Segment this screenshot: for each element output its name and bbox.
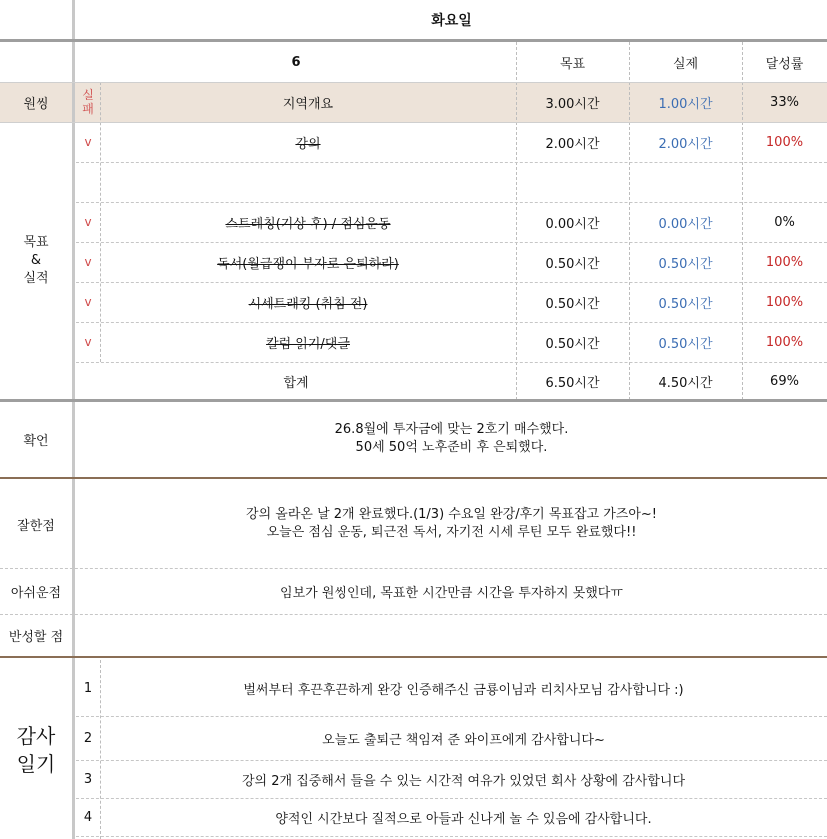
grid-line xyxy=(516,42,517,400)
one-thing-rate: 33% xyxy=(770,94,799,110)
grid-line xyxy=(629,42,630,400)
gratitude-label xyxy=(0,660,72,839)
gratitude-text: 오늘도 출퇴근 책임져 준 와이프에게 감사합니다~ xyxy=(322,732,605,748)
one-thing-label: 원씽 xyxy=(23,96,49,112)
good-line1: 강의 올라온 날 2개 완료했다.(1/3) 수요일 완강/후기 목표잡고 가즈아~! xyxy=(246,507,657,522)
gratitude-num: 1 xyxy=(83,680,93,696)
grid-line xyxy=(76,362,827,363)
goal-task: 칼럼 읽기/댓글 xyxy=(266,336,350,352)
column-number-header: 6 xyxy=(291,54,301,70)
total-rate: 69% xyxy=(770,373,799,389)
goal-goal: 0.00시간 xyxy=(545,216,600,232)
goal-check[interactable]: v xyxy=(84,215,92,229)
goal-rate: 100% xyxy=(765,334,804,350)
grid-line xyxy=(76,836,827,837)
grid-line xyxy=(100,660,101,839)
grid-line xyxy=(76,282,827,283)
gratitude-label-line1: 감사 xyxy=(16,723,56,748)
gratitude-num: 2 xyxy=(83,730,93,746)
goal-check[interactable]: v xyxy=(84,335,92,349)
goal-task xyxy=(100,162,516,202)
gratitude-label-line2: 일기 xyxy=(16,751,56,776)
grid-line xyxy=(76,202,827,203)
goal-actual: 0.00시간 xyxy=(658,216,713,232)
goal-task: 시세트래킹 (취침 전) xyxy=(248,296,368,312)
grid-line xyxy=(742,42,743,400)
affirmation-text xyxy=(76,402,827,476)
goal-rate: 100% xyxy=(765,254,804,270)
good-text xyxy=(76,480,827,568)
goal-goal: 0.50시간 xyxy=(545,336,600,352)
one-thing-actual: 1.00시간 xyxy=(658,96,713,112)
affirmation-line2: 50세 50억 노후준비 후 은퇴했다. xyxy=(355,440,548,455)
section-divider xyxy=(0,39,827,42)
grid-line xyxy=(0,122,827,123)
goal-goal xyxy=(516,162,629,202)
goal-actual xyxy=(629,162,742,202)
grid-line xyxy=(0,568,827,569)
one-thing-task: 지역개요 xyxy=(282,96,334,112)
goal-rate: 100% xyxy=(765,134,804,150)
goals-label-line2: & xyxy=(30,253,42,268)
goal-rate: 0% xyxy=(774,214,795,230)
total-goal: 6.50시간 xyxy=(545,375,600,391)
column-actual-header: 실제 xyxy=(672,56,699,72)
section-divider xyxy=(0,477,827,479)
regret-text: 임보가 원씽인데, 목표한 시간만큼 시간을 투자하지 못했다ㅠ xyxy=(280,585,623,601)
goals-section-label xyxy=(0,122,72,400)
grid-line xyxy=(76,242,827,243)
column-rate-header: 달성률 xyxy=(765,56,804,72)
gratitude-num: 3 xyxy=(83,771,93,787)
goal-goal: 0.50시간 xyxy=(545,256,600,272)
reflect-label: 반성할 점 xyxy=(8,629,64,645)
affirmation-line1: 26.8월에 투자금에 맞는 2호기 매수했다. xyxy=(334,422,569,437)
regret-label: 아쉬운점 xyxy=(10,585,62,601)
section-divider xyxy=(0,399,827,402)
grid-line xyxy=(76,760,827,761)
gratitude-text: 벌써부터 후끈후끈하게 완강 인증해주신 금룡이님과 리치사모님 감사합니다 :) xyxy=(243,682,684,698)
one-thing-status: 실패 xyxy=(82,88,94,116)
goals-label-line1: 목표 xyxy=(23,235,49,250)
grid-line xyxy=(0,82,827,83)
grid-line xyxy=(100,82,101,362)
grid-line xyxy=(72,0,75,839)
section-divider xyxy=(0,656,827,658)
goal-check[interactable]: v xyxy=(84,255,92,269)
grid-line xyxy=(76,798,827,799)
goal-goal: 2.00시간 xyxy=(545,136,600,152)
affirmation-label: 확언 xyxy=(23,433,49,449)
goals-label-line3: 실적 xyxy=(23,271,49,286)
goal-actual: 0.50시간 xyxy=(658,336,713,352)
grid-line xyxy=(76,322,827,323)
goal-task: 독서(월급쟁이 부자로 은퇴하라) xyxy=(217,256,399,272)
good-label: 잘한점 xyxy=(17,518,55,534)
goal-task: 강의 xyxy=(295,136,321,152)
day-title: 화요일 xyxy=(431,13,472,29)
reflect-text xyxy=(76,614,827,656)
total-label: 합계 xyxy=(283,375,309,391)
grid-line xyxy=(76,162,827,163)
good-line2: 오늘은 점심 운동, 퇴근전 독서, 자기전 시세 루틴 모두 완료했다!! xyxy=(266,525,637,540)
grid-line xyxy=(76,716,827,717)
goal-actual: 0.50시간 xyxy=(658,256,713,272)
goal-goal: 0.50시간 xyxy=(545,296,600,312)
column-goal-header: 목표 xyxy=(559,56,586,72)
goal-task: 스트레칭(기상 후) / 점심운동 xyxy=(225,216,391,232)
total-actual: 4.50시간 xyxy=(658,375,713,391)
goal-check[interactable] xyxy=(76,162,100,202)
gratitude-text: 양적인 시간보다 질적으로 아들과 신나게 놀 수 있음에 감사합니다. xyxy=(275,811,652,827)
goal-actual: 2.00시간 xyxy=(658,136,713,152)
goal-check[interactable]: v xyxy=(84,295,92,309)
gratitude-num: 4 xyxy=(83,809,93,825)
goal-rate xyxy=(742,162,827,202)
goal-rate: 100% xyxy=(765,294,804,310)
grid-line xyxy=(0,614,827,615)
one-thing-goal: 3.00시간 xyxy=(545,96,600,112)
goal-actual: 0.50시간 xyxy=(658,296,713,312)
gratitude-text: 강의 2개 집중해서 들을 수 있는 시간적 여유가 있었던 회사 상황에 감사합니다 xyxy=(241,773,686,789)
goal-check[interactable]: v xyxy=(84,135,92,149)
